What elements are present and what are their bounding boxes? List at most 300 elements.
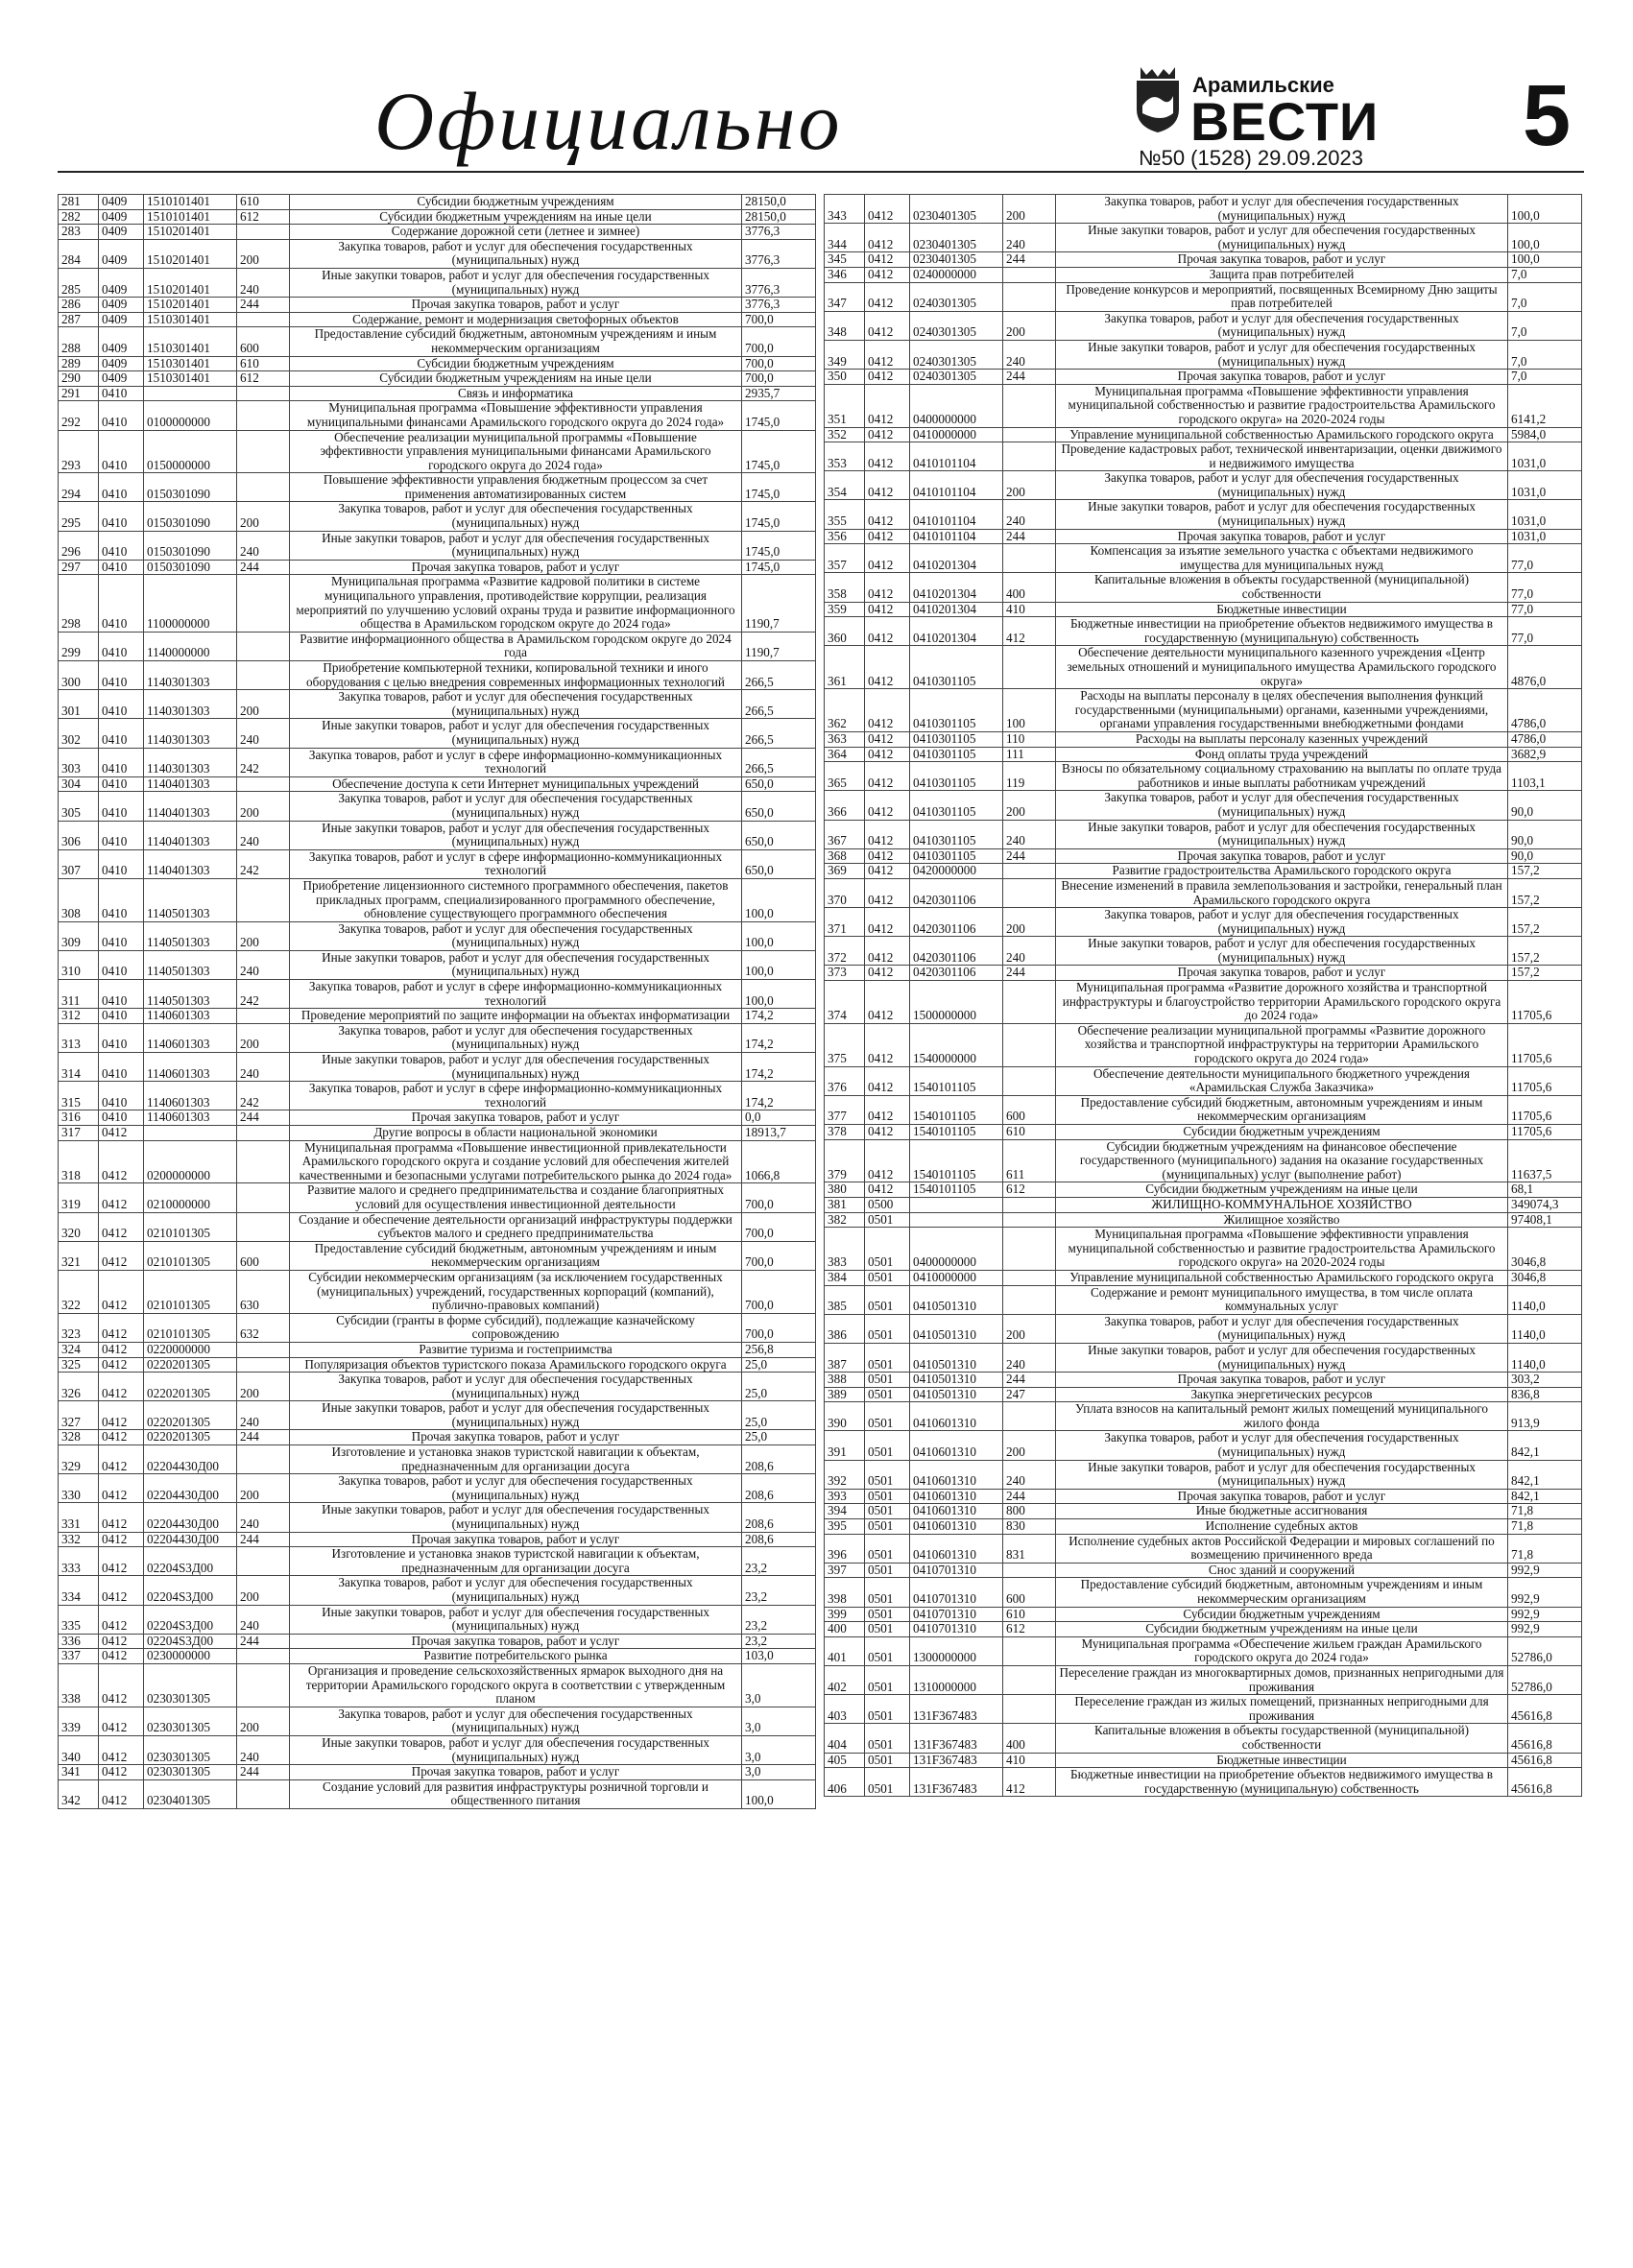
row-number-cell: 356 — [825, 529, 865, 544]
section-code-cell: 0409 — [99, 239, 144, 268]
target-code-cell: 0100000000 — [144, 401, 237, 430]
row-number-cell: 334 — [59, 1576, 99, 1605]
row-number-cell: 385 — [825, 1285, 865, 1314]
section-code-cell: 0410 — [99, 575, 144, 632]
row-number-cell: 378 — [825, 1125, 865, 1140]
row-number-cell: 326 — [59, 1373, 99, 1401]
table-row — [825, 848, 1582, 864]
description-cell: Муниципальная программа «Обеспечение жильем граждан Арамильского городского округа до 2024 года» — [1056, 1636, 1508, 1665]
budget-table-right — [824, 194, 1582, 1797]
amount-cell: 157,2 — [1508, 908, 1582, 937]
table-row — [59, 1373, 816, 1401]
expense-type-cell: 630 — [237, 1270, 290, 1313]
row-number-cell: 387 — [825, 1343, 865, 1372]
table-row — [825, 1387, 1582, 1402]
table-row — [825, 1270, 1582, 1285]
expense-type-cell: 612 — [237, 371, 290, 387]
row-number-cell: 288 — [59, 327, 99, 356]
expense-type-cell: 244 — [237, 298, 290, 313]
target-code-cell: 1510201401 — [144, 225, 237, 240]
section-code-cell: 0410 — [99, 690, 144, 719]
row-number-cell: 314 — [59, 1053, 99, 1082]
target-code-cell: 02204S3Д00 — [144, 1547, 237, 1576]
table-row — [59, 1357, 816, 1373]
right-column — [824, 194, 1582, 1797]
section-code-cell: 0410 — [99, 1023, 144, 1052]
row-number-cell: 338 — [59, 1663, 99, 1707]
expense-type-cell: 600 — [1003, 1095, 1056, 1124]
section-code-cell: 0412 — [865, 1095, 910, 1124]
amount-cell: 23,2 — [742, 1576, 816, 1605]
amount-cell: 100,0 — [742, 921, 816, 950]
table-row — [59, 401, 816, 430]
row-number-cell: 344 — [825, 224, 865, 252]
amount-cell: 1031,0 — [1508, 442, 1582, 471]
expense-type-cell — [237, 401, 290, 430]
expense-type-cell — [237, 575, 290, 632]
expense-type-cell: 240 — [1003, 500, 1056, 529]
table-row — [825, 602, 1582, 617]
section-code-cell: 0412 — [865, 908, 910, 937]
table-row — [59, 575, 816, 632]
description-cell: Обеспечение реализации муниципальной программы «Развитие дорожного хозяйства и транспортной инфраструктуры на территории Арамильского городского округа до 2024 года» — [1056, 1023, 1508, 1066]
description-cell: Прочая закупка товаров, работ и услуг — [1056, 252, 1508, 268]
table-row — [59, 1009, 816, 1024]
description-cell: Исполнение судебных актов Российской Федерации и мировых соглашений по возмещению причиненного вреда — [1056, 1534, 1508, 1563]
target-code-cell: 1140501303 — [144, 921, 237, 950]
target-code-cell: 1510201401 — [144, 298, 237, 313]
expense-type-cell — [237, 225, 290, 240]
table-row — [825, 1724, 1582, 1753]
description-cell: Изготовление и установка знаков туристской навигации к объектам, предназначенным для организации досуга — [290, 1445, 742, 1474]
table-row — [59, 1649, 816, 1664]
target-code-cell: 0230301305 — [144, 1765, 237, 1780]
row-number-cell: 327 — [59, 1401, 99, 1430]
target-code-cell: 1540101105 — [910, 1095, 1003, 1124]
amount-cell: 1745,0 — [742, 560, 816, 575]
amount-cell: 349074,3 — [1508, 1197, 1582, 1212]
amount-cell: 1140,0 — [1508, 1343, 1582, 1372]
section-code-cell: 0412 — [99, 1357, 144, 1373]
row-number-cell: 286 — [59, 298, 99, 313]
row-number-cell: 321 — [59, 1241, 99, 1270]
row-number-cell: 290 — [59, 371, 99, 387]
expense-type-cell: 612 — [1003, 1622, 1056, 1637]
expense-type-cell: 244 — [237, 1110, 290, 1126]
amount-cell: 1190,7 — [742, 632, 816, 660]
description-cell: Снос зданий и сооружений — [1056, 1563, 1508, 1578]
table-row — [59, 560, 816, 575]
table-row — [59, 661, 816, 690]
description-cell: Обеспечение деятельности муниципального бюджетного учреждения «Арамильская Служба Заказчика» — [1056, 1066, 1508, 1095]
table-row — [59, 502, 816, 531]
description-cell: Субсидии бюджетным учреждениям — [290, 195, 742, 210]
description-cell: Популяризация объектов туристского показа Арамильского городского округа — [290, 1357, 742, 1373]
target-code-cell: 0220000000 — [144, 1342, 237, 1357]
amount-cell: 700,0 — [742, 1313, 816, 1342]
row-number-cell: 316 — [59, 1110, 99, 1126]
row-number-cell: 289 — [59, 356, 99, 371]
target-code-cell: 0410301105 — [910, 820, 1003, 848]
row-number-cell: 374 — [825, 981, 865, 1024]
row-number-cell: 372 — [825, 937, 865, 966]
row-number-cell: 305 — [59, 792, 99, 821]
description-cell: Иные закупки товаров, работ и услуг для обеспечения государственных (муниципальных) нужд — [290, 268, 742, 297]
target-code-cell: 1510301401 — [144, 312, 237, 327]
target-code-cell: 0410201304 — [910, 602, 1003, 617]
description-cell: Прочая закупка товаров, работ и услуг — [290, 1110, 742, 1126]
section-code-cell: 0412 — [99, 1663, 144, 1707]
row-number-cell: 296 — [59, 531, 99, 560]
table-row — [59, 1707, 816, 1735]
expense-type-cell: 240 — [237, 1735, 290, 1764]
target-code-cell: 1540000000 — [910, 1023, 1003, 1066]
table-row — [825, 1228, 1582, 1271]
row-number-cell: 341 — [59, 1765, 99, 1780]
expense-type-cell — [1003, 1665, 1056, 1694]
table-row — [59, 792, 816, 821]
description-cell: Закупка товаров, работ и услуг для обеспечения государственных (муниципальных) нужд — [1056, 908, 1508, 937]
amount-cell: 157,2 — [1508, 937, 1582, 966]
section-code-cell: 0410 — [99, 560, 144, 575]
row-number-cell: 310 — [59, 950, 99, 979]
description-cell: Проведение конкурсов и мероприятий, посвященных Всемирному Дню защиты прав потребителей — [1056, 282, 1508, 311]
table-row — [825, 878, 1582, 907]
description-cell: Переселение граждан из жилых помещений, признанных непригодными для проживания — [1056, 1695, 1508, 1724]
table-row — [59, 1053, 816, 1082]
description-cell: Субсидии бюджетным учреждениям на иные цели — [290, 209, 742, 225]
expense-type-cell: 240 — [237, 1401, 290, 1430]
expense-type-cell: 242 — [237, 748, 290, 776]
row-number-cell: 300 — [59, 661, 99, 690]
row-number-cell: 293 — [59, 430, 99, 473]
section-code-cell: 0412 — [99, 1430, 144, 1445]
target-code-cell: 1300000000 — [910, 1636, 1003, 1665]
description-cell: Закупка товаров, работ и услуг в сфере информационно-коммуникационных технологий — [290, 1082, 742, 1110]
description-cell: Муниципальная программа «Повышение инвестиционной привлекательности Арамильского городского округа и создание условий для обеспечения жителей качественными и безопасными услугами потребительского рынка до 2024 года» — [290, 1140, 742, 1183]
description-cell: Муниципальная программа «Повышение эффективности управления муниципальными финансами Арамильского городского округа до 2024 года» — [290, 401, 742, 430]
row-number-cell: 319 — [59, 1183, 99, 1212]
target-code-cell: 1540101105 — [910, 1139, 1003, 1182]
table-row — [825, 544, 1582, 573]
description-cell: Прочая закупка товаров, работ и услуг — [1056, 370, 1508, 385]
description-cell: Иные закупки товаров, работ и услуг для обеспечения государственных (муниципальных) нужд — [1056, 1343, 1508, 1372]
expense-type-cell: 831 — [1003, 1534, 1056, 1563]
target-code-cell: 0410201304 — [910, 617, 1003, 646]
target-code-cell: 1140601303 — [144, 1110, 237, 1126]
table-row — [825, 267, 1582, 282]
row-number-cell: 352 — [825, 427, 865, 442]
target-code-cell: 0410601310 — [910, 1402, 1003, 1431]
section-code-cell: 0410 — [99, 719, 144, 748]
target-code-cell: 0410701310 — [910, 1563, 1003, 1578]
table-row — [59, 690, 816, 719]
row-number-cell: 307 — [59, 849, 99, 878]
amount-cell: 100,0 — [1508, 224, 1582, 252]
description-cell: Закупка товаров, работ и услуг для обеспечения государственных (муниципальных) нужд — [1056, 791, 1508, 820]
section-code-cell: 0412 — [99, 1212, 144, 1241]
expense-type-cell: 240 — [237, 531, 290, 560]
table-row — [825, 500, 1582, 529]
row-number-cell: 284 — [59, 239, 99, 268]
amount-cell: 1745,0 — [742, 502, 816, 531]
target-code-cell — [144, 1126, 237, 1141]
section-code-cell: 0501 — [865, 1695, 910, 1724]
description-cell: Закупка товаров, работ и услуг для обеспечения государственных (муниципальных) нужд — [290, 1576, 742, 1605]
row-number-cell: 345 — [825, 252, 865, 268]
section-code-cell: 0410 — [99, 821, 144, 849]
expense-type-cell: 100 — [1003, 689, 1056, 732]
expense-type-cell — [1003, 1228, 1056, 1271]
row-number-cell: 394 — [825, 1504, 865, 1519]
expense-type-cell: 240 — [1003, 820, 1056, 848]
table-row — [825, 1622, 1582, 1637]
target-code-cell: 0150301090 — [144, 531, 237, 560]
section-code-cell: 0501 — [865, 1228, 910, 1271]
description-cell: Иные закупки товаров, работ и услуг для обеспечения государственных (муниципальных) нужд — [290, 821, 742, 849]
amount-cell: 700,0 — [742, 1212, 816, 1241]
target-code-cell: 1510101401 — [144, 195, 237, 210]
target-code-cell: 1140501303 — [144, 878, 237, 921]
expense-type-cell — [237, 1009, 290, 1024]
expense-type-cell — [237, 1140, 290, 1183]
target-code-cell: 0200000000 — [144, 1140, 237, 1183]
amount-cell: 4876,0 — [1508, 646, 1582, 689]
description-cell: Субсидии бюджетным учреждениям на иные цели — [1056, 1182, 1508, 1198]
table-row — [825, 981, 1582, 1024]
description-cell: Развитие малого и среднего предпринимательства и создание благоприятных условий для осуществления инвестиционной деятельности — [290, 1183, 742, 1212]
expense-type-cell — [1003, 1563, 1056, 1578]
expense-type-cell: 200 — [237, 921, 290, 950]
section-code-cell: 0412 — [865, 195, 910, 224]
amount-cell: 1140,0 — [1508, 1285, 1582, 1314]
target-code-cell: 1500000000 — [910, 981, 1003, 1024]
target-code-cell: 1140401303 — [144, 821, 237, 849]
description-cell: Прочая закупка товаров, работ и услуг — [1056, 1373, 1508, 1388]
table-row — [59, 1212, 816, 1241]
row-number-cell: 351 — [825, 384, 865, 427]
table-row — [825, 1373, 1582, 1388]
section-code-cell: 0412 — [865, 747, 910, 762]
table-row — [825, 1665, 1582, 1694]
amount-cell: 1031,0 — [1508, 500, 1582, 529]
table-row — [825, 747, 1582, 762]
row-number-cell: 399 — [825, 1607, 865, 1622]
expense-type-cell: 610 — [1003, 1607, 1056, 1622]
amount-cell: 90,0 — [1508, 791, 1582, 820]
target-code-cell: 0410101104 — [910, 529, 1003, 544]
expense-type-cell — [1003, 1023, 1056, 1066]
description-cell: Иные закупки товаров, работ и услуг для обеспечения государственных (муниципальных) нужд — [290, 950, 742, 979]
table-row — [825, 966, 1582, 981]
description-cell: Развитие потребительского рынка — [290, 1649, 742, 1664]
expense-type-cell: 244 — [237, 560, 290, 575]
description-cell: Закупка товаров, работ и услуг в сфере информационно-коммуникационных технологий — [290, 849, 742, 878]
amount-cell: 71,8 — [1508, 1504, 1582, 1519]
description-cell: Иные закупки товаров, работ и услуг для обеспечения государственных (муниципальных) нужд — [290, 1605, 742, 1634]
target-code-cell: 0240301305 — [910, 311, 1003, 340]
row-number-cell: 315 — [59, 1082, 99, 1110]
section-code-cell: 0410 — [99, 792, 144, 821]
target-code-cell: 0230401305 — [910, 252, 1003, 268]
description-cell: Субсидии бюджетным учреждениям — [1056, 1607, 1508, 1622]
expense-type-cell: 200 — [237, 1707, 290, 1735]
expense-type-cell: 244 — [1003, 848, 1056, 864]
description-cell: Организация и проведение сельскохозяйственных ярмарок выходного дня на территории Арамильского городского округа в соответствии с утвержденным планом — [290, 1663, 742, 1707]
amount-cell: 3776,3 — [742, 239, 816, 268]
expense-type-cell — [237, 661, 290, 690]
table-row — [59, 1270, 816, 1313]
expense-type-cell: 244 — [1003, 1373, 1056, 1388]
expense-type-cell: 200 — [1003, 311, 1056, 340]
table-row — [825, 1489, 1582, 1504]
target-code-cell: 1140301303 — [144, 661, 237, 690]
expense-type-cell: 200 — [1003, 791, 1056, 820]
target-code-cell: 1140301303 — [144, 719, 237, 748]
newspaper-logo — [1133, 67, 1421, 173]
description-cell: Прочая закупка товаров, работ и услуг — [290, 298, 742, 313]
description-cell: Приобретение лицензионного системного программного обеспечения, пакетов прикладных программ, специализированного программного обеспечение, обновление существующего программного обеспечения — [290, 878, 742, 921]
expense-type-cell — [237, 1342, 290, 1357]
table-row — [825, 1125, 1582, 1140]
section-code-cell: 0412 — [865, 1125, 910, 1140]
amount-cell: 90,0 — [1508, 820, 1582, 848]
expense-type-cell — [1003, 384, 1056, 427]
amount-cell: 157,2 — [1508, 864, 1582, 879]
table-row — [59, 1430, 816, 1445]
expense-type-cell — [1003, 1402, 1056, 1431]
section-code-cell: 0412 — [865, 981, 910, 1024]
description-cell: Предоставление субсидий бюджетным, автономным учреждениям и иным некоммерческим организациям — [1056, 1095, 1508, 1124]
amount-cell: 103,0 — [742, 1649, 816, 1664]
expense-type-cell: 600 — [1003, 1578, 1056, 1607]
description-cell: Расходы на выплаты персоналу в целях обеспечения выполнения функций государственными (муниципальными) органами, казенными учреждениями, органами управления государственными внебюджетными фондами — [1056, 689, 1508, 732]
table-row — [59, 1110, 816, 1126]
description-cell: Обеспечение доступа к сети Интернет муниципальных учреждений — [290, 776, 742, 792]
amount-cell: 25,0 — [742, 1401, 816, 1430]
amount-cell: 208,6 — [742, 1532, 816, 1547]
expense-type-cell: 200 — [237, 690, 290, 719]
amount-cell: 842,1 — [1508, 1489, 1582, 1504]
amount-cell: 3,0 — [742, 1663, 816, 1707]
table-row — [825, 1753, 1582, 1768]
description-cell: Субсидии бюджетным учреждениям на финансовое обеспечение государственного (муниципального) задания на оказание государственных (муниципальных) услуг (выполнение работ) — [1056, 1139, 1508, 1182]
section-code-cell: 0410 — [99, 1082, 144, 1110]
table-row — [59, 1474, 816, 1503]
target-code-cell: 0410601310 — [910, 1489, 1003, 1504]
section-code-cell: 0409 — [99, 225, 144, 240]
section-code-cell: 0412 — [865, 471, 910, 500]
row-number-cell: 357 — [825, 544, 865, 573]
row-number-cell: 291 — [59, 386, 99, 401]
target-code-cell: 0240301305 — [910, 282, 1003, 311]
description-cell: Расходы на выплаты персоналу казенных учреждений — [1056, 731, 1508, 747]
amount-cell: 45616,8 — [1508, 1768, 1582, 1797]
section-code-cell: 0412 — [99, 1241, 144, 1270]
target-code-cell: 02204S3Д00 — [144, 1634, 237, 1649]
target-code-cell: 1540101105 — [910, 1125, 1003, 1140]
table-row — [59, 1765, 816, 1780]
section-code-cell: 0412 — [865, 966, 910, 981]
row-number-cell: 303 — [59, 748, 99, 776]
table-row — [59, 776, 816, 792]
table-row — [825, 195, 1582, 224]
section-code-cell: 0412 — [865, 224, 910, 252]
target-code-cell: 0230301305 — [144, 1707, 237, 1735]
amount-cell: 3776,3 — [742, 225, 816, 240]
table-row — [59, 195, 816, 210]
expense-type-cell: 200 — [237, 1023, 290, 1052]
expense-type-cell: 611 — [1003, 1139, 1056, 1182]
row-number-cell: 317 — [59, 1126, 99, 1141]
amount-cell: 7,0 — [1508, 340, 1582, 369]
expense-type-cell: 400 — [1003, 1724, 1056, 1753]
expense-type-cell — [237, 1649, 290, 1664]
amount-cell: 992,9 — [1508, 1578, 1582, 1607]
table-row — [825, 1607, 1582, 1622]
description-cell: Прочая закупка товаров, работ и услуг — [290, 1532, 742, 1547]
amount-cell: 842,1 — [1508, 1460, 1582, 1489]
row-number-cell: 328 — [59, 1430, 99, 1445]
amount-cell: 45616,8 — [1508, 1753, 1582, 1768]
amount-cell: 4786,0 — [1508, 689, 1582, 732]
table-row — [59, 1342, 816, 1357]
target-code-cell: 0420301106 — [910, 908, 1003, 937]
amount-cell: 650,0 — [742, 792, 816, 821]
amount-cell: 266,5 — [742, 719, 816, 748]
table-row — [59, 980, 816, 1009]
description-cell: Развитие градостроительства Арамильского городского округа — [1056, 864, 1508, 879]
row-number-cell: 403 — [825, 1695, 865, 1724]
amount-cell: 836,8 — [1508, 1387, 1582, 1402]
section-code-cell: 0412 — [99, 1270, 144, 1313]
section-code-cell: 0412 — [865, 282, 910, 311]
section-code-cell: 0501 — [865, 1343, 910, 1372]
expense-type-cell — [1003, 427, 1056, 442]
target-code-cell: 0210101305 — [144, 1241, 237, 1270]
row-number-cell: 377 — [825, 1095, 865, 1124]
description-cell: Обеспечение деятельности муниципального казенного учреждения «Центр земельных отношений и муниципального имущества Арамильского городского округа» — [1056, 646, 1508, 689]
expense-type-cell: 612 — [1003, 1182, 1056, 1198]
expense-type-cell: 610 — [1003, 1125, 1056, 1140]
expense-type-cell: 240 — [1003, 1343, 1056, 1372]
section-code-cell: 0409 — [99, 327, 144, 356]
row-number-cell: 283 — [59, 225, 99, 240]
target-code-cell: 0420301106 — [910, 966, 1003, 981]
target-code-cell: 0410201304 — [910, 544, 1003, 573]
row-number-cell: 355 — [825, 500, 865, 529]
description-cell: Развитие информационного общества в Арамильском городском округе до 2024 года — [290, 632, 742, 660]
row-number-cell: 346 — [825, 267, 865, 282]
amount-cell: 700,0 — [742, 312, 816, 327]
expense-type-cell: 240 — [237, 1605, 290, 1634]
table-row — [59, 268, 816, 297]
amount-cell: 2935,7 — [742, 386, 816, 401]
target-code-cell: 0230301305 — [144, 1663, 237, 1707]
expense-type-cell: 200 — [237, 792, 290, 821]
table-row — [59, 473, 816, 502]
table-row — [59, 1241, 816, 1270]
target-code-cell: 0220201305 — [144, 1357, 237, 1373]
table-row — [59, 1401, 816, 1430]
description-cell: Иные закупки товаров, работ и услуг для обеспечения государственных (муниципальных) нужд — [290, 1053, 742, 1082]
description-cell: Внесение изменений в правила землепользования и застройки, генеральный план Арамильского городского округа — [1056, 878, 1508, 907]
table-row — [59, 1445, 816, 1474]
target-code-cell: 02204430Д00 — [144, 1532, 237, 1547]
expense-type-cell: 242 — [237, 980, 290, 1009]
section-code-cell: 0412 — [865, 602, 910, 617]
amount-cell: 68,1 — [1508, 1182, 1582, 1198]
